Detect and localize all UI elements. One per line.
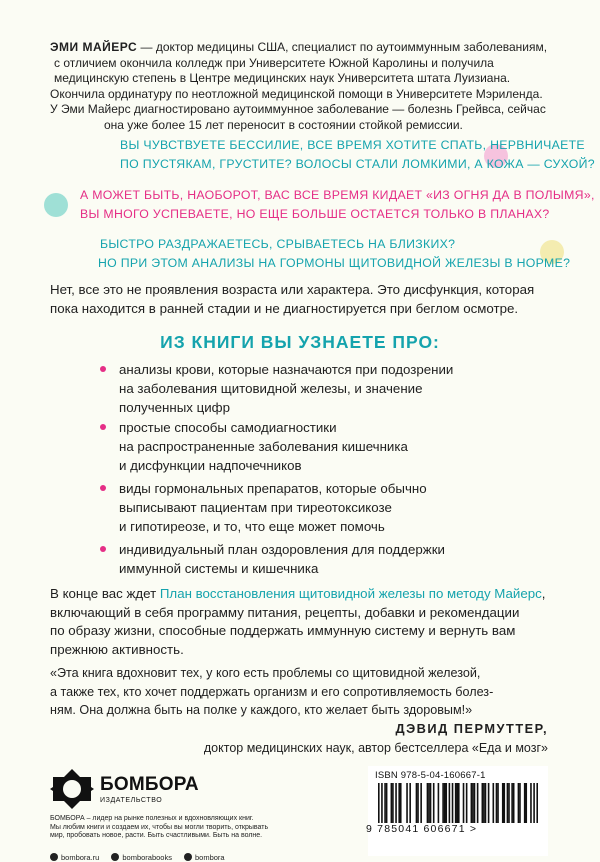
bio-line: с отличием окончила колледж при Университете Южной Каролины и получила — [54, 55, 494, 70]
bio-line: медицинскую степень в Центре медицинских наук Университета штата Луизиана. — [54, 71, 511, 85]
closing-first-line — [50, 585, 545, 604]
barcode-bar — [455, 783, 457, 823]
barcode-bar — [428, 783, 430, 823]
bullet-line: полученных цифр — [119, 400, 230, 415]
barcode-bar — [384, 783, 386, 823]
barcode-bar — [508, 783, 510, 823]
bullet-line: простые способы самодиагностики — [119, 420, 337, 435]
barcode-bar — [463, 783, 465, 823]
bio-line: Окончила ординатуру по неотложной медицинской помощи в Университете Мэриленда. — [50, 86, 543, 101]
closing-paragraph — [50, 585, 545, 659]
barcode-bar — [430, 783, 432, 823]
barcode-bar — [472, 783, 474, 823]
bullet-line: индивидуальный план оздоровления для поддержки — [119, 542, 445, 557]
barcode-bar — [392, 783, 394, 823]
closing-line: по образу жизни, способные поддержать иммунную систему и вернуть вам — [50, 623, 516, 638]
question-block — [98, 235, 570, 273]
author-name: ДЭВИД ПЕРМУТТЕР, — [395, 721, 548, 736]
barcode-bar — [503, 783, 505, 823]
barcode-bar — [530, 783, 532, 823]
social-icon — [111, 853, 119, 861]
publisher-tagline — [50, 815, 268, 841]
barcode-bar — [445, 783, 447, 823]
barcode-bar — [417, 783, 419, 823]
question-line: ПО ПУСТЯКАМ, ГРУСТИТЕ? ВОЛОСЫ СТАЛИ ЛОМКИМИ, А КОЖА — СУХОЙ? — [120, 157, 595, 171]
bullet-item — [100, 418, 408, 475]
bullet-item — [100, 540, 445, 578]
barcode-digits: 9 785041 606671 > — [366, 823, 478, 835]
bio-line: она уже более 15 лет переносит в состоянии стойкой ремиссии. — [104, 117, 463, 132]
barcode-bar — [444, 783, 446, 823]
closing-prefix: В конце вас ждет — [50, 586, 160, 601]
barcode-bar — [518, 783, 520, 823]
barcode-bar — [381, 783, 383, 823]
barcode-bar — [400, 783, 402, 823]
closing-line: включающий в себя программу питания, рецепты, добавки и рекомендации — [50, 604, 520, 620]
bullet-line: и дисфункции надпочечников — [119, 458, 302, 473]
website-link: bombora.ru — [61, 853, 100, 862]
question-block — [80, 186, 595, 224]
quote-line: а также тех, кто хочет поддержать организм и его сопротивляемость болез- — [50, 684, 494, 699]
bullet-line: и гипотиреозе, и то, что еще может помочь — [119, 519, 385, 534]
closing-suffix: , — [541, 586, 546, 601]
tagline-line: Мы любим книги и создаем их, чтобы вы могли творить, открывать — [50, 823, 269, 831]
bombora-logo-icon — [50, 767, 94, 811]
bullet-dot — [100, 485, 106, 491]
method-highlight: План восстановления щитовидной железы по методу Майерс — [159, 586, 542, 601]
barcode-bar — [483, 783, 485, 823]
barcode-bar — [398, 783, 400, 823]
barcode-bar — [474, 783, 476, 823]
quote-line: ням. Она должна быть на полке у каждого, кто желает быть здоровым!» — [50, 703, 473, 717]
barcode-bar — [471, 783, 473, 823]
social-links — [50, 853, 225, 862]
bullet-line: на распространенные заболевания кишечника — [119, 439, 408, 454]
barcode-bar — [420, 783, 422, 823]
bio-line: У Эми Майерс диагностировано аутоиммунное заболевание — болезнь Грейвса, сейчас — [50, 102, 546, 116]
barcode-bar — [485, 783, 487, 823]
question-block — [120, 136, 595, 174]
barcode-bar — [416, 783, 418, 823]
bullet-dot — [100, 424, 106, 430]
barcode-bar — [502, 783, 504, 823]
quote — [50, 664, 493, 720]
publisher-name: БОМБОРА — [100, 774, 199, 795]
question-line: ВЫ МНОГО УСПЕВАЕТЕ, НО ЕЩЕ БОЛЬШЕ ОСТАЕТСЯ ТОЛЬКО В ПЛАНАХ? — [80, 207, 550, 221]
mint-dot — [44, 193, 68, 217]
intro-line: пока находится в ранней стадии и не диагностируется при беглом осмотре. — [50, 300, 519, 316]
barcode-bar — [452, 783, 454, 823]
globe-icon — [50, 853, 58, 861]
bullet-line: иммунной системы и кишечника — [119, 561, 319, 576]
barcode-bar — [519, 783, 521, 823]
author-name: ЭМИ МАЙЕРС — [50, 40, 138, 54]
social-handle: bombora — [194, 853, 225, 862]
barcode-bar — [533, 783, 535, 823]
barcode-bar — [409, 783, 411, 823]
messenger-icon — [184, 853, 192, 861]
question-line: А МОЖЕТ БЫТЬ, НАОБОРОТ, ВАС ВСЕ ВРЕМЯ КИДАЕТ «ИЗ ОГНЯ ДА В ПОЛЫМЯ», — [80, 188, 595, 202]
barcode-bar — [493, 783, 495, 823]
question-line: БЫСТРО РАЗДРАЖАЕТЕСЬ, СРЫВАЕТЕСЬ НА БЛИЗКИХ? — [100, 237, 456, 251]
barcode-bar — [482, 783, 484, 823]
section-heading: ИЗ КНИГИ ВЫ УЗНАЕТЕ ПРО: — [160, 332, 440, 352]
barcode-bar — [496, 783, 498, 823]
barcode-bar — [513, 783, 515, 823]
bullet-item — [100, 360, 453, 417]
isbn: ISBN 978-5-04-160667-1 — [375, 770, 486, 781]
barcode-bar — [433, 783, 435, 823]
question-line: НО ПРИ ЭТОМ АНАЛИЗЫ НА ГОРМОНЫ ЩИТОВИДНОЙ ЖЕЛЕЗЫ В НОРМЕ? — [98, 256, 571, 270]
barcode-bar — [524, 783, 526, 823]
question-line: ВЫ ЧУВСТВУЕТЕ БЕССИЛИЕ, ВСЕ ВРЕМЯ ХОТИТЕ СПАТЬ, НЕРВНИЧАЕТЕ — [120, 138, 585, 152]
intro-line: Нет, все это не проявления возраста или характера. Это дисфункция, которая — [50, 282, 535, 297]
barcode-bar — [488, 783, 490, 823]
bullet-line: выписывают пациентам при тиреотоксикозе — [119, 500, 392, 515]
barcode-bar — [427, 783, 429, 823]
quote-line: «Эта книга вдохновит тех, у кого есть проблемы со щитовидной железой, — [50, 666, 481, 680]
bullet-dot — [100, 366, 106, 372]
tagline-line: мир, пробовать новое, расти. Быть счастливыми. Быть на волне. — [50, 832, 263, 840]
author-bio — [50, 40, 550, 133]
barcode — [378, 783, 538, 823]
barcode-bar — [449, 783, 451, 823]
tagline-line: БОМБОРА – лидер на рынке полезных и вдохновляющих книг. — [50, 815, 254, 822]
intro-paragraph — [50, 281, 534, 318]
barcode-bar — [525, 783, 527, 823]
bullet-line: анализы крови, которые назначаются при подозрении — [119, 362, 454, 377]
bullet-line: на заболевания щитовидной железы, и значение — [119, 381, 423, 396]
quote-author — [204, 720, 548, 758]
social-handle: bomborabooks — [122, 853, 172, 862]
barcode-bar — [386, 783, 388, 823]
closing-line: прежнюю активность. — [50, 641, 184, 657]
bio-text: — доктор медицины США, специалист по аутоиммунным заболеваниям, — [137, 40, 548, 54]
barcode-bar — [466, 783, 468, 823]
bullet-line: виды гормональных препаратов, которые обычно — [119, 481, 427, 496]
barcode-bar — [395, 783, 397, 823]
barcode-bar — [497, 783, 499, 823]
barcode-bar — [391, 783, 393, 823]
barcode-bar — [536, 783, 538, 823]
bullet-item — [100, 479, 427, 536]
bullet-dot — [100, 546, 106, 552]
barcode-bar — [456, 783, 458, 823]
barcode-bar — [378, 783, 380, 823]
barcode-bar — [438, 783, 440, 823]
barcode-bar — [406, 783, 408, 823]
barcode-bar — [458, 783, 460, 823]
barcode-bar — [511, 783, 513, 823]
author-role: доктор медицинских наук, автор бестселлера «Еда и мозг» — [203, 741, 548, 755]
publisher-subtitle: ИЗДАТЕЛЬСТВО — [100, 797, 163, 804]
barcode-bar — [477, 783, 479, 823]
barcode-bar — [442, 783, 444, 823]
barcode-bar — [507, 783, 509, 823]
